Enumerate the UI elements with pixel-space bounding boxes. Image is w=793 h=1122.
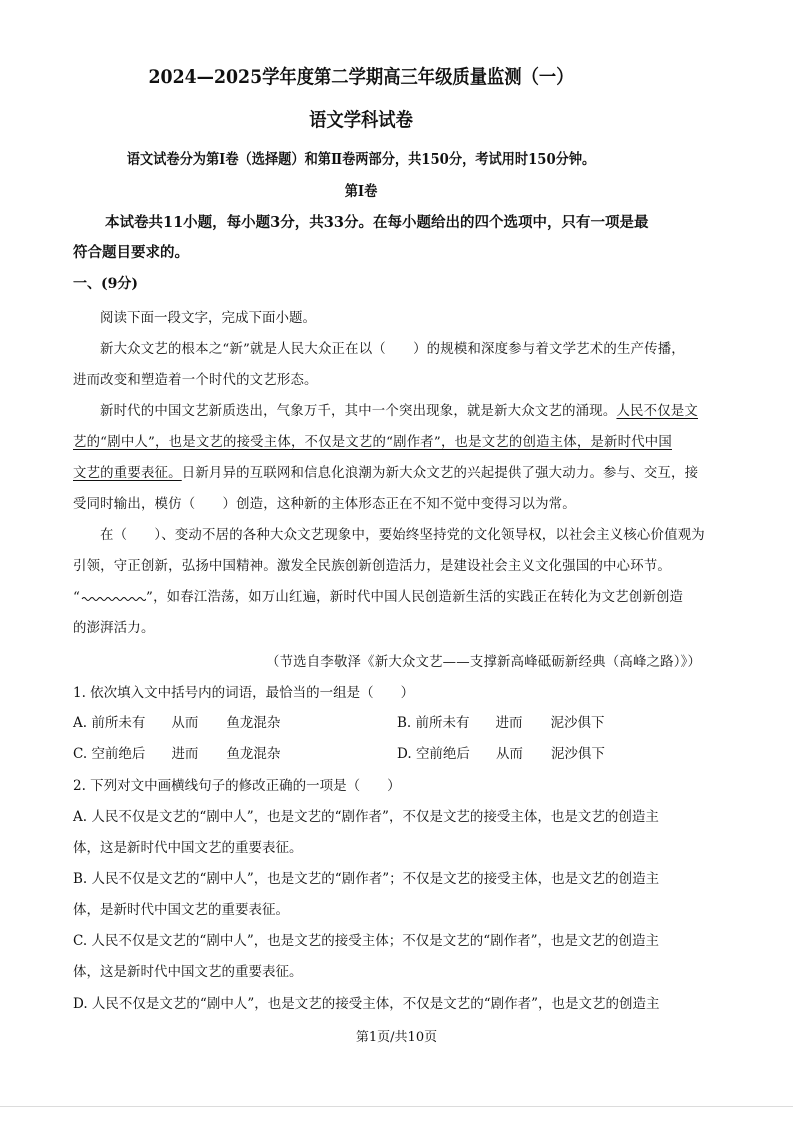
- instruction-line-2: 符合题目要求的。: [73, 244, 189, 261]
- q1-option-d-word-1: 空前绝后: [415, 746, 470, 762]
- q1-option-c-word-2: 进而: [171, 746, 199, 762]
- passage-p1-line1: 新大众文艺的根本之“新”就是人民大众正在以（ ）的规模和深度参与着文学艺术的生产传播，: [100, 342, 685, 357]
- q1-option-a-word-2: 从而: [171, 715, 199, 731]
- q1-option-c-word-1: 空前绝后: [91, 746, 146, 762]
- q1-option-b-word-1: 前所未有: [415, 715, 470, 731]
- instruction-line-1: 本试卷共11小题，每小题3分，共33分。在每小题给出的四个选项中，只有一项是最: [105, 214, 649, 231]
- passage-p2-line3-plain: 日新月异的互联网和信息化浪潮为新大众文艺的兴起提供了强大动力。参与、交互，接: [181, 466, 699, 481]
- wavy-underline-blank: [80, 593, 146, 603]
- q1-option-d-word-2: 从而: [495, 746, 523, 762]
- q1-option-d[interactable]: [397, 742, 605, 762]
- passage-p3-line3: [73, 586, 683, 605]
- q1-option-a-word-3: 鱼龙混杂: [226, 715, 281, 731]
- q1-option-a[interactable]: [73, 711, 280, 731]
- q1-option-b[interactable]: [397, 711, 605, 731]
- underlined-sentence-end: 文艺的重要表征。: [73, 466, 182, 481]
- passage-p3-line3-rest: ”，如春江浩荡，如万山红遍，新时代中国人民创造新生活的实践正在转化为文艺创新创造: [146, 590, 684, 605]
- q1-option-d-label: D.: [397, 746, 412, 762]
- q1-option-b-word-2: 进而: [495, 715, 523, 731]
- q2-option-d-line1[interactable]: D. 人民不仅是文艺的“剧中人”，也是文艺的接受主体，不仅是文艺的“剧作者”，也是文艺的创造主: [73, 996, 660, 1012]
- section-heading: 一、(9分): [73, 276, 138, 292]
- passage-p3-line2: 引领，守正创新，弘扬中国精神。激发全民族创新创造活力，是建设社会主义文化强国的中心环节。: [73, 559, 671, 574]
- q1-option-a-word-1: 前所未有: [91, 715, 146, 731]
- q1-option-c-label: C.: [73, 746, 88, 762]
- q2-option-b-line2[interactable]: 体，是新时代中国文艺的重要表征。: [73, 902, 289, 918]
- passage-p2-line1-plain: 新时代的中国文艺新质迭出，气象万千，其中一个突出现象，就是新大众文艺的涌现。: [100, 404, 617, 419]
- passage-p2-line3: [73, 462, 698, 481]
- exam-title: 2024—2025学年度第二学期高三年级质量监测（一）: [148, 66, 574, 88]
- subject-title: 语文学科试卷: [309, 109, 413, 131]
- q1-option-d-word-3: 泥沙俱下: [550, 746, 605, 762]
- q2-option-c-line2[interactable]: 体，这是新时代中国文艺的重要表征。: [73, 964, 303, 980]
- q2-option-a-line1[interactable]: A. 人民不仅是文艺的“剧中人”，也是文艺的“剧作者”，不仅是文艺的接受主体，也是文艺的创造主: [73, 809, 659, 825]
- passage-p2-line1: [100, 400, 698, 419]
- exam-intro: 语文试卷分为第Ⅰ卷（选择题）和第Ⅱ卷两部分，共150分，考试用时150分钟。: [126, 151, 596, 168]
- part-heading: 第Ⅰ卷: [344, 183, 378, 200]
- q1-option-a-label: A.: [73, 715, 88, 731]
- question-2-stem: 2. 下列对文中画横线句子的修改正确的一项是（ ）: [73, 778, 401, 794]
- q2-option-b-line1[interactable]: B. 人民不仅是文艺的“剧中人”，也是文艺的“剧作者”；不仅是文艺的接受主体，也是文艺的创造主: [73, 871, 660, 887]
- passage-p2-line4: 受同时输出，模仿（ ）创造，这种新的主体形态正在不知不觉中变得习以为常。: [73, 497, 576, 512]
- q2-option-a-line2[interactable]: 体，这是新时代中国文艺的重要表征。: [73, 840, 303, 856]
- q1-option-c-word-3: 鱼龙混杂: [226, 746, 281, 762]
- passage-p3-line4: 的澎湃活力。: [73, 621, 155, 636]
- open-quote: “: [73, 590, 81, 605]
- q1-option-c[interactable]: [73, 742, 280, 762]
- page-number: 第1页/共10页: [355, 1030, 438, 1045]
- passage-source: （节选自李敬泽《新大众文艺——支撑新高峰砥砺新经典（高峰之路）》）: [266, 655, 702, 670]
- q2-option-c-line1[interactable]: C. 人民不仅是文艺的“剧中人”，也是文艺的接受主体；不仅是文艺的“剧作者”，也是文艺的创造主: [73, 933, 660, 949]
- page-bottom-divider: [0, 1106, 793, 1107]
- passage-p3-line1: 在（ ）、变动不居的各种大众文艺现象中，要始终坚持党的文化领导权，以社会主义核心价值观为: [100, 528, 705, 543]
- reading-instruction: 阅读下面一段文字，完成下面小题。: [100, 310, 316, 326]
- underlined-sentence-middle: 艺的“剧中人”，也是文艺的接受主体，不仅是文艺的“剧作者”，也是文艺的创造主体，是新时代中国: [73, 435, 672, 450]
- passage-p1-line2: 进而改变和塑造着一个时代的文艺形态。: [73, 373, 318, 388]
- underlined-sentence-start: 人民不仅是文: [616, 404, 698, 419]
- q1-option-b-word-3: 泥沙俱下: [550, 715, 605, 731]
- q1-option-b-label: B.: [397, 715, 412, 731]
- question-1-stem: 1. 依次填入文中括号内的词语，最恰当的一组是（ ）: [73, 685, 415, 701]
